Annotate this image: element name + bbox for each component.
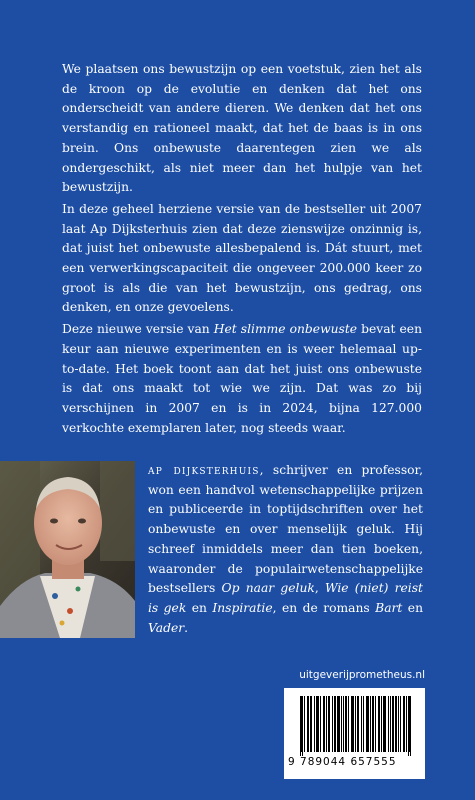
novel-title-2: Vader <box>148 620 185 635</box>
author-name: ap dijksterhuis <box>148 463 260 477</box>
author-bio-text <box>148 461 423 638</box>
barcode-bar <box>383 696 384 752</box>
blurb-paragraph-2: In deze geheel herziene versie van de bestseller uit 2007 laat Ap Dijksterhuis zien dat deze zienswijze onzinnig is, dat juist het onbewuste allesbepalend is. Dát stuurt, met een verwerkingscapaciteit die ongeveer 200.000 keer zo groot is als die van het bewustzijn, ons gedrag, ons denken, en onze gevoelens. <box>62 201 422 315</box>
barcode-bar <box>403 696 404 752</box>
publisher-website: uitgeverijprometheus.nl <box>299 669 425 681</box>
novel-title-1: Bart <box>375 600 403 615</box>
book-title-italic: Het slimme onbewuste <box>213 322 358 337</box>
author-photo <box>0 461 135 638</box>
barcode-bar <box>396 696 397 752</box>
book-title-3: Inspiratie <box>212 600 273 615</box>
blurb-paragraph-1: We plaatsen ons bewustzijn op een voetstuk, zien het als de kroon op de evolutie en denken dat het ons onderscheidt van andere dieren. We denken dat het ons verstandig en rationeel maakt, dat het de baas is in ons brein. Ons onbewuste daarentegen zien we als ondergeschikt, als niet meer dan het hulpje van het bewustzijn. <box>62 62 422 195</box>
barcode-bar <box>379 696 380 752</box>
barcode-bar <box>317 696 318 752</box>
barcode-bar <box>338 696 339 752</box>
barcode-bar <box>324 696 325 752</box>
barcode-bar <box>328 696 329 752</box>
barcode-bar <box>375 696 376 752</box>
barcode-bar <box>314 696 315 752</box>
barcode-bar <box>408 696 409 756</box>
barcode-bar <box>339 696 340 752</box>
barcode-bar <box>367 696 368 752</box>
barcode-bar <box>345 696 346 752</box>
blurb-paragraph-3 <box>62 320 422 438</box>
barcode-bar <box>316 696 317 752</box>
barcode-bar <box>357 696 358 752</box>
barcode-bar <box>302 696 303 756</box>
blurb-p3-start: Deze nieuwe versie van <box>62 322 214 337</box>
barcode-bar <box>335 696 336 752</box>
book-title-2: Wie (niet) reist is gek <box>148 581 423 615</box>
barcode-bar <box>343 696 344 752</box>
barcode-bar <box>329 696 330 752</box>
barcode-bar <box>392 696 393 752</box>
barcode-bar <box>346 696 347 752</box>
barcode-bar <box>334 696 335 752</box>
barcode-bar <box>409 696 410 752</box>
bio-separator-2: en <box>186 600 213 615</box>
book-title-1: Op naar geluk <box>221 581 315 596</box>
barcode-bar <box>351 696 352 752</box>
barcode-bar <box>304 696 305 752</box>
isbn-barcode <box>284 688 425 779</box>
bio-text-1: , schrijver en professor, won een handvol wetenschappelijke prijzen en publiceerde in toptijdschriften over het onbewuste en over menselijk geluk. Hij schreef inmiddels meer dan tien boeken, waaronder de populairwetenschappelijke bestsellers <box>148 463 423 596</box>
isbn-number: 9 789044 657555 <box>288 756 397 768</box>
barcode-bars <box>300 696 412 756</box>
barcode-bar <box>395 696 396 752</box>
barcode-bar <box>310 696 311 752</box>
barcode-bar <box>307 696 308 752</box>
barcode-bar <box>363 696 364 752</box>
barcode-bar <box>320 696 321 752</box>
author-bio <box>148 461 423 638</box>
barcode-bar <box>352 696 353 752</box>
barcode-bar <box>318 696 319 752</box>
barcode-bar <box>353 696 354 752</box>
barcode-bar <box>372 696 373 752</box>
barcode-bar <box>332 696 333 752</box>
bio-end: . <box>184 620 189 635</box>
barcode-bar <box>308 696 309 752</box>
barcode-bar <box>301 696 302 752</box>
barcode-bar <box>358 696 359 752</box>
barcode-bar <box>348 696 349 752</box>
barcode-bar <box>337 696 338 752</box>
barcode-bar <box>366 696 367 752</box>
barcode-bar <box>355 696 356 752</box>
barcode-bar <box>410 696 411 756</box>
bio-separator-1: , <box>314 581 325 596</box>
bio-text-2: , en de romans <box>272 600 376 615</box>
barcode-bar <box>323 696 324 752</box>
barcode-bar <box>361 696 362 752</box>
barcode-bar <box>370 696 371 752</box>
back-cover-blurb <box>62 60 422 440</box>
barcode-bar <box>393 696 394 752</box>
barcode-bar <box>326 696 327 752</box>
barcode-bar <box>373 696 374 752</box>
barcode-bar <box>390 696 391 752</box>
blurb-p3-end: bevat een keur aan nieuwe experimenten en is weer helemaal up-to-date. Het boek toont aan dat het juist ons onbewuste is dat ons maakt tot wie we zijn. Dat was zo bij verschijnen in 2007 en is in 2024, bijna 127.000 verkochte exemplaren later, nog steeds waar. <box>62 322 423 435</box>
barcode-bar <box>388 696 389 752</box>
bio-separator-3: en <box>402 600 423 615</box>
barcode-bar <box>368 696 369 752</box>
barcode-bar <box>378 696 379 752</box>
barcode-bar <box>384 696 385 752</box>
barcode-bar <box>406 696 407 752</box>
barcode-bar <box>300 696 301 756</box>
barcode-bar <box>341 696 342 752</box>
barcode-bar <box>311 696 312 752</box>
barcode-bar <box>398 696 399 752</box>
barcode-bar <box>381 696 382 752</box>
barcode-bar <box>404 696 405 752</box>
barcode-bar <box>385 696 386 752</box>
barcode-bar <box>400 696 401 752</box>
